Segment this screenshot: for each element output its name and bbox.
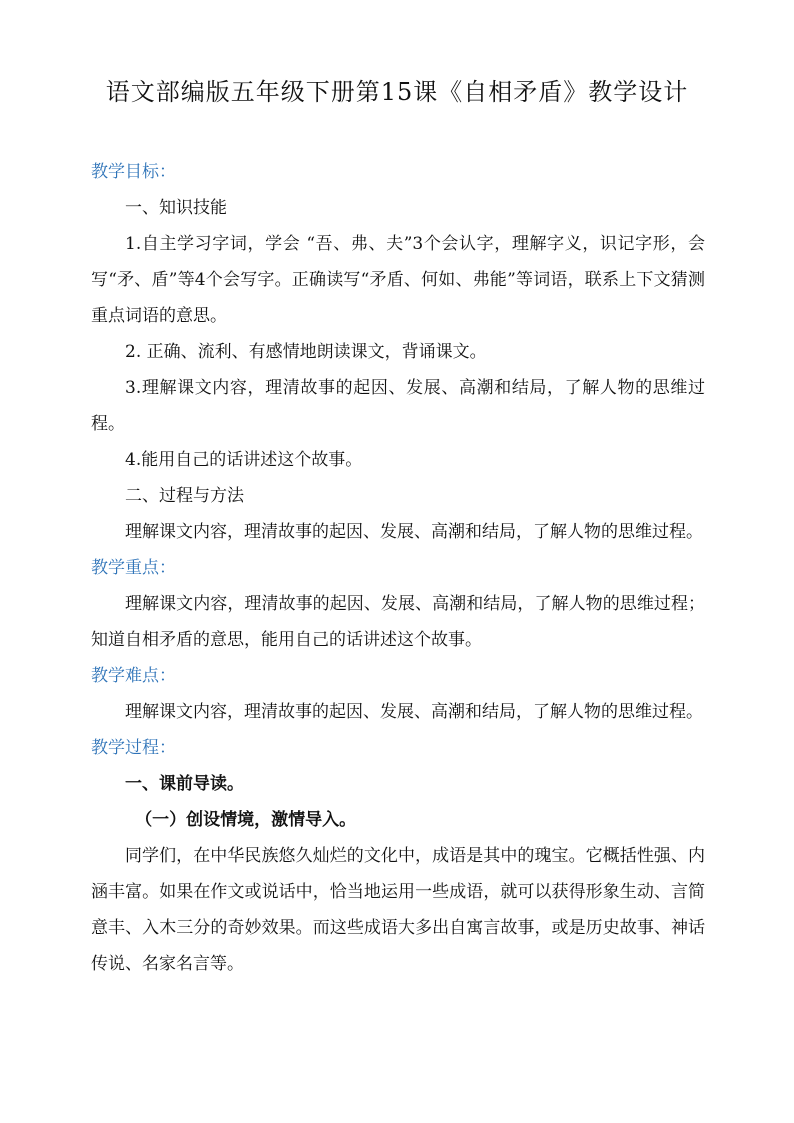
- document-body: [91, 154, 705, 982]
- key-points-text: 理解课文内容，理清故事的起因、发展、高潮和结局，了解人物的思维过程；知道自相矛盾的意思，能用自己的话讲述这个故事。: [91, 594, 705, 650]
- document-title: 语文部编版五年级下册第15课《自相矛盾》教学设计: [105, 78, 689, 106]
- goals-subheading-knowledge: 一、知识技能: [125, 198, 227, 218]
- process-heading: 教学过程：: [91, 738, 176, 758]
- goals-heading: 教学目标：: [91, 162, 176, 182]
- goals-subheading-method: 二、过程与方法: [125, 486, 244, 506]
- goal-item-4: 4.能用自己的话讲述这个故事。: [125, 450, 363, 470]
- goal-item-1: 1.自主学习字词，学会 “吾、弗、夫”3个会认字，理解字义，识记字形，会写“矛、盾”等4个会写字。正确读写“矛盾、何如、弗能”等词语，联系上下文猜测重点词语的意思。: [91, 234, 705, 326]
- goals-method-text: 理解课文内容，理清故事的起因、发展、高潮和结局，了解人物的思维过程。: [125, 522, 703, 542]
- goal-item-3: 3.理解课文内容，理清故事的起因、发展、高潮和结局，了解人物的思维过程。: [91, 378, 705, 434]
- goal-item-2: 2. 正确、流利、有感情地朗读课文，背诵课文。: [125, 342, 487, 362]
- difficulties-heading: 教学难点：: [91, 666, 176, 686]
- key-points-heading: 教学重点：: [91, 558, 176, 578]
- process-step-1: 一、课前导读。: [125, 774, 244, 794]
- process-intro-text: 同学们，在中华民族悠久灿烂的文化中，成语是其中的瑰宝。它概括性强、内涵丰富。如果在作文或说话中，恰当地运用一些成语，就可以获得形象生动、言简意丰、入木三分的奇妙效果。而这些成语大多出自寓言故事，或是历史故事、神话传说、名家名言等。: [91, 846, 705, 974]
- process-step-1-sub: （一）创设情境，激情导入。: [135, 810, 357, 830]
- difficulties-text: 理解课文内容，理清故事的起因、发展、高潮和结局，了解人物的思维过程。: [125, 702, 703, 722]
